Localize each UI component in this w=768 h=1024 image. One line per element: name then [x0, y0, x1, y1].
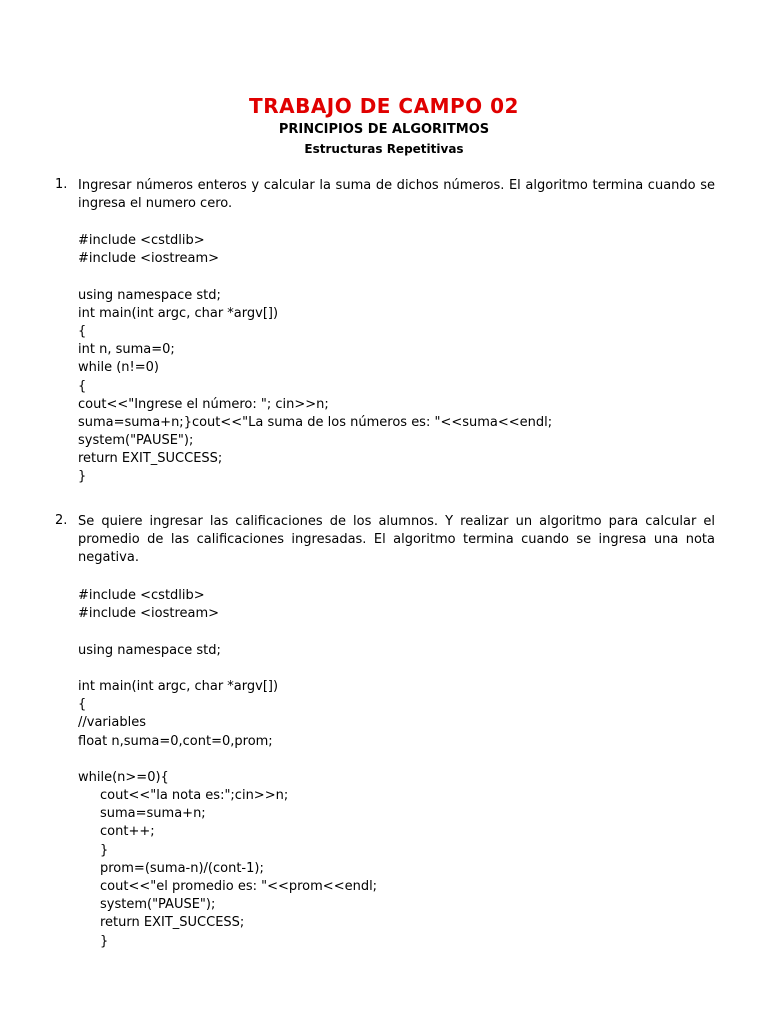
code-line: #include <iostream> — [78, 251, 220, 267]
code-line — [78, 751, 377, 769]
code-line: using namespace std; — [78, 287, 221, 303]
code-line — [78, 623, 377, 641]
code-line: } — [100, 933, 109, 949]
code-line: #include <cstdlib> — [78, 233, 205, 248]
code-line: } — [100, 842, 109, 858]
exercise-number: 2. — [55, 513, 68, 528]
code-line: cout<<"la nota es:";cin>>n; — [100, 788, 289, 804]
code-line: { — [78, 697, 87, 713]
code-line: system("PAUSE"); — [78, 433, 194, 449]
code-line: int main(int argc, char *argv[]) — [78, 678, 279, 694]
code-line: cout<<"el promedio es: "<<prom<<endl; — [100, 879, 378, 894]
code-block-2 — [78, 587, 377, 951]
code-line: } — [78, 469, 87, 485]
code-line: cont++; — [100, 824, 155, 840]
code-line: int n, suma=0; — [78, 342, 175, 358]
document-title: TRABAJO DE CAMPO 02 — [249, 94, 519, 118]
code-line: prom=(suma-n)/(cont-1); — [100, 860, 264, 876]
code-line: while (n!=0) — [78, 360, 159, 376]
code-line: using namespace std; — [78, 642, 221, 658]
document-section-title: Estructuras Repetitivas — [304, 142, 464, 156]
exercise-statement: Se quiere ingresar las calificaciones de los alumnos. Y realizar un algoritmo para calcular el promedio de las calificaciones ingresadas. El algoritmo termina cuando se ingresa una nota negativa. — [78, 514, 715, 565]
code-line — [78, 268, 552, 286]
code-line: cout<<"Ingrese el número: "; cin>>n; — [78, 396, 329, 412]
exercise-number: 1. — [55, 177, 68, 192]
code-line: return EXIT_SUCCESS; — [100, 915, 245, 931]
code-line: while(n>=0){ — [78, 769, 169, 785]
code-line: #include <cstdlib> — [78, 588, 205, 603]
code-line: //variables — [78, 715, 146, 731]
code-line: #include <iostream> — [78, 606, 220, 622]
code-line: int main(int argc, char *argv[]) — [78, 305, 279, 321]
code-line: system("PAUSE"); — [100, 897, 216, 913]
code-line — [78, 660, 377, 678]
code-line: suma=suma+n; — [100, 806, 206, 822]
exercise-statement: Ingresar números enteros y calcular la suma de dichos números. El algoritmo termina cuando se ingresa el numero cero. — [78, 178, 715, 211]
code-line: float n,suma=0,cont=0,prom; — [78, 733, 273, 749]
code-line: { — [78, 378, 87, 394]
code-line: suma=suma+n;}cout<<"La suma de los números es: "<<suma<<endl; — [78, 414, 553, 430]
code-line: return EXIT_SUCCESS; — [78, 451, 223, 467]
code-block-1 — [78, 232, 552, 487]
code-line: { — [78, 323, 87, 339]
document-subtitle: PRINCIPIOS DE ALGORITMOS — [278, 122, 490, 137]
